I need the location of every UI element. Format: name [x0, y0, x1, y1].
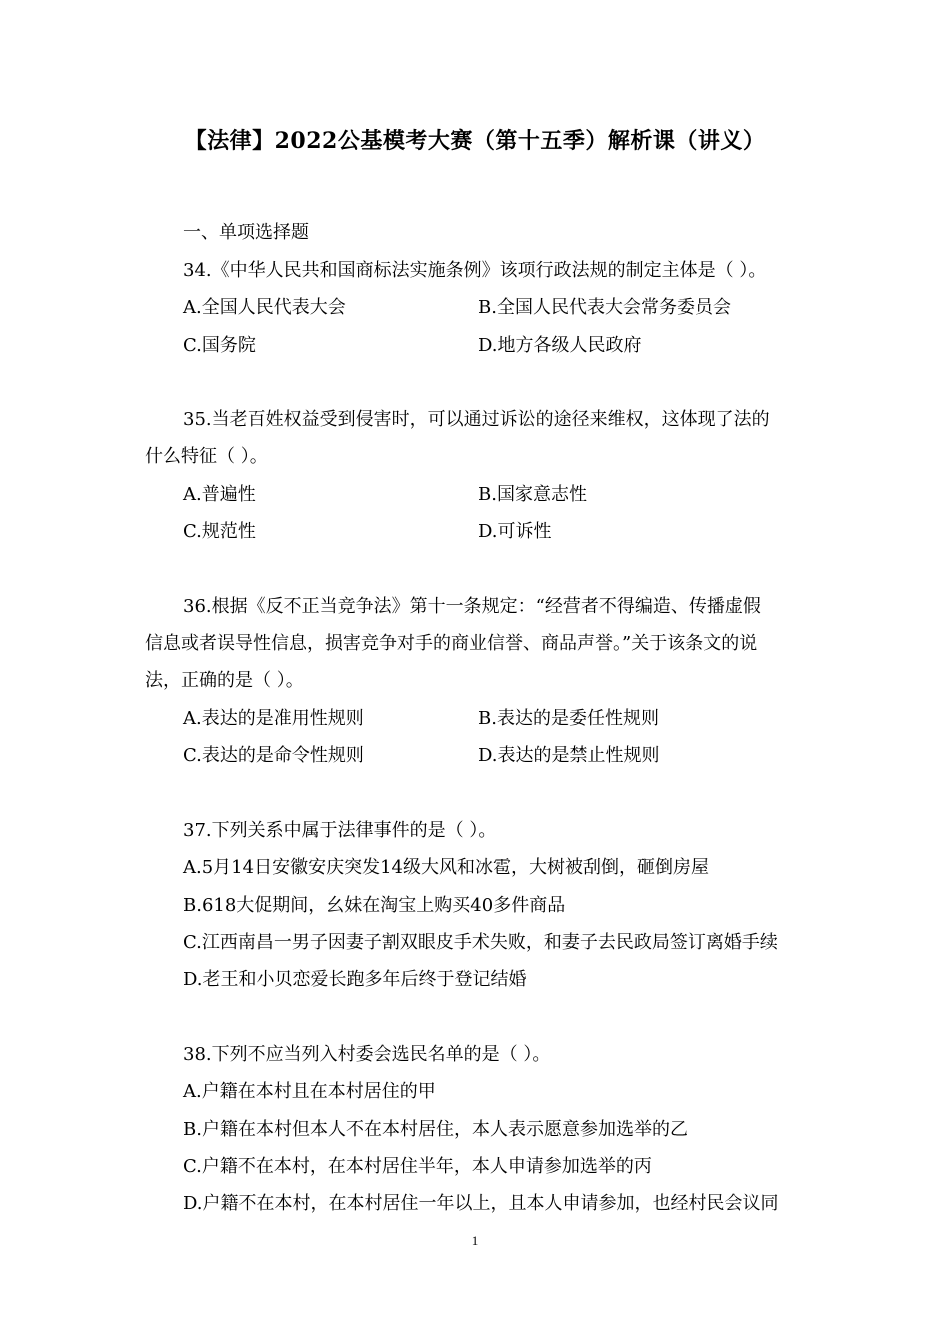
question-36-option-a: A.表达的是准用性规则	[183, 708, 364, 729]
section-heading: 一、单项选择题	[183, 222, 309, 243]
question-34-stem-line-1: 34.《中华人民共和国商标法实施条例》该项行政法规的制定主体是（ ）。	[183, 260, 767, 281]
question-35-stem-line-2: 什么特征（ ）。	[145, 446, 268, 467]
page-number: 1	[471, 1233, 479, 1248]
question-38-option-b: B.户籍在本村但本人不在本村居住，本人表示愿意参加选举的乙	[183, 1119, 688, 1140]
question-36-option-c: C.表达的是命令性规则	[183, 745, 364, 766]
question-35-option-d: D.可诉性	[478, 521, 552, 542]
question-38-stem-line-1: 38.下列不应当列入村委会选民名单的是（ ）。	[183, 1044, 551, 1065]
question-34-option-d: D.地方各级人民政府	[478, 335, 642, 356]
question-37-option-c: C.江西南昌一男子因妻子割双眼皮手术失败，和妻子去民政局签订离婚手续	[183, 932, 778, 953]
question-35-option-b: B.国家意志性	[478, 484, 587, 505]
question-37-option-d: D.老王和小贝恋爱长跑多年后终于登记结婚	[183, 969, 527, 990]
question-37-option-b: B.618大促期间，幺妹在淘宝上购买40多件商品	[183, 895, 566, 916]
question-38-option-d: D.户籍不在本村，在本村居住一年以上，且本人申请参加，也经村民会议同	[183, 1193, 779, 1214]
question-37-stem-line-1: 37.下列关系中属于法律事件的是（ ）。	[183, 820, 497, 841]
question-35-option-c: C.规范性	[183, 521, 256, 542]
question-34-option-b: B.全国人民代表大会常务委员会	[478, 297, 731, 318]
question-35-stem-line-1: 35.当老百姓权益受到侵害时，可以通过诉讼的途径来维权，这体现了法的	[183, 409, 770, 430]
question-36-option-b: B.表达的是委任性规则	[478, 708, 659, 729]
question-38-option-a: A.户籍在本村且在本村居住的甲	[183, 1081, 436, 1102]
question-36-option-d: D.表达的是禁止性规则	[478, 745, 660, 766]
question-35-option-a: A.普遍性	[183, 484, 256, 505]
document-title: 【法律】2022公基模考大赛（第十五季）解析课（讲义）	[184, 128, 766, 154]
question-36-stem-line-1: 36.根据《反不正当竞争法》第十一条规定：“经营者不得编造、传播虚假	[183, 596, 761, 617]
question-36-stem-line-3: 法，正确的是（ ）。	[145, 670, 304, 691]
question-34-option-a: A.全国人民代表大会	[183, 297, 346, 318]
question-34-option-c: C.国务院	[183, 335, 256, 356]
question-37-option-a: A.5月14日安徽安庆突发14级大风和冰雹，大树被刮倒，砸倒房屋	[183, 857, 709, 878]
question-38-option-c: C.户籍不在本村，在本村居住半年，本人申请参加选举的丙	[183, 1156, 652, 1177]
question-36-stem-line-2: 信息或者误导性信息，损害竞争对手的商业信誉、商品声誉。”关于该条文的说	[145, 633, 758, 654]
